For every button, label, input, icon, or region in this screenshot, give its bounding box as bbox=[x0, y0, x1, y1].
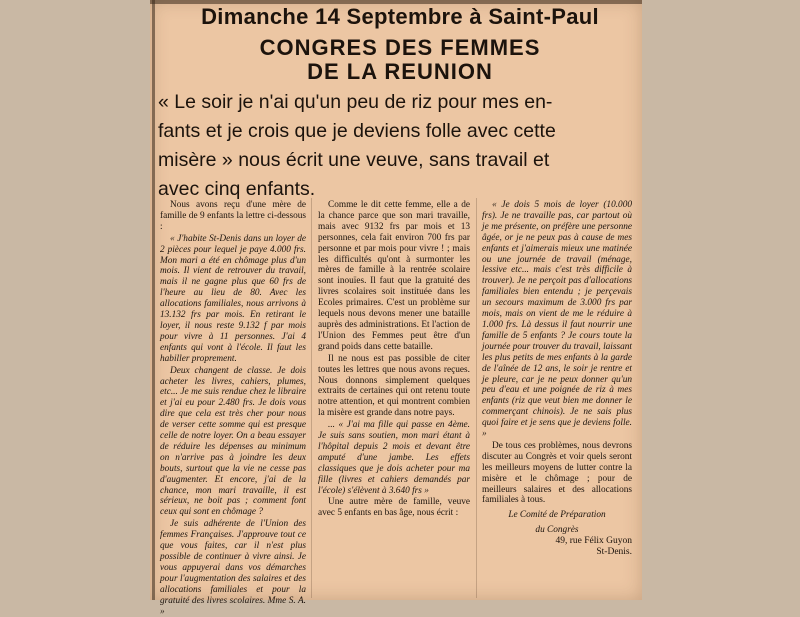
lead-line-4: avec cinq enfants. bbox=[158, 178, 316, 200]
signature-congress: du Congrès bbox=[535, 525, 579, 536]
headline-line-2: DE LA REUNION bbox=[307, 59, 493, 84]
left-rule bbox=[152, 0, 155, 600]
lead-line-3: misère » nous écrit une veuve, sans travail et bbox=[158, 149, 550, 171]
article-column-1 bbox=[160, 200, 306, 617]
headline-line-1: CONGRES DES FEMMES bbox=[259, 35, 541, 60]
paragraph: Nous avons reçu d'une mère de famille de 9 enfants la lettre ci-dessous : bbox=[160, 200, 306, 232]
column-3-body bbox=[482, 200, 632, 506]
paragraph: Il ne nous est pas possible de citer toutes les lettres que nous avons reçues. Nous donnons simplement quelques extraits de certaines qui ont retenu toute notre attention, et qui montrent combien la misère est grande dans notre pays. bbox=[318, 353, 470, 419]
paragraph: Une autre mère de famille, veuve avec 5 enfants en bas âge, nous écrit : bbox=[318, 497, 470, 519]
paragraph: Je suis adhérente de l'Union des femmes Françaises. J'approuve tout ce que vous faites, car il n'est plus possible de continuer à vivre ainsi. Je vous appuyerai dans vos démarches pour l'augmentation des salaires et des allocations familiales et pour la gratuité des livres scolaires. Mme S. A. » bbox=[160, 519, 306, 617]
signature-committee: Le Comité de Préparation bbox=[508, 510, 606, 521]
paragraph: De tous ces problèmes, nous devrons discuter au Congrès et voir quels seront les meilleurs moyens de lutter contre la misère et le chômage ; pour de meilleurs salaires et des allocations familiales à tous. bbox=[482, 440, 632, 506]
lead-line-1: « Le soir je n'ai qu'un peu de riz pour mes en- bbox=[158, 91, 553, 113]
paragraph: « Je dois 5 mois de loyer (10.000 frs). Je ne travaille pas, car partout où je me présente, on préfère une personne âgée, or je ne peux pas à cause de mes enfants et j'aimerais mieux une matinée ou une journée de travail (ménage, lessive etc... mais c'est très difficile à trouver). Je ne perçoit pas d'allocations familiales bien entendu ; je perçevais un secours maximum de 3.000 frs par mois, mais on vient de me le réduire à 1.000 frs. Là dessus il faut nourrir une famille de 5 enfants ? Je cours toute la journée pour trouver du travail, laissant les plus petits de mes enfants à la garde de l'aînée de 12 ans, le soir je rentre et je pleure, car je ne peux donner qu'un peu d'eau et une poignée de riz à mes enfants (riz que veut bien me donner le commerçant chinois). Je ne sais plus quoi faire et je sens que je deviens folle. » bbox=[482, 200, 632, 440]
column-rule-1 bbox=[311, 198, 312, 598]
column-rule-2 bbox=[476, 198, 477, 598]
lead-line-2: fants et je crois que je deviens folle avec cette bbox=[158, 120, 556, 142]
signature-address: 49, rue Félix Guyon bbox=[555, 536, 632, 547]
headline-title bbox=[170, 36, 630, 84]
article-column-3 bbox=[482, 200, 632, 600]
lead-quote bbox=[158, 88, 636, 204]
signature-city: St-Denis. bbox=[596, 547, 632, 558]
paragraph: ... « J'ai ma fille qui passe en 4ème. Je suis sans soutien, mon mari étant à l'hôpital depuis 2 mois et devant être amputé d'une jambe. Les effets classiques que je dois acheter pour ma fille (livres et cahiers demandés par l'école) s'élèvent à 3.640 frs » bbox=[318, 420, 470, 496]
newspaper-clipping bbox=[150, 0, 642, 617]
paragraph: « J'habite St-Denis dans un loyer de 2 pièces pour lequel je paye 4.000 frs. Mon mari a été en chômage plus d'un mois. Il vient de retrouver du travail, mais il ne gagne plus que 60 frs de l'heure au lieu de 80. Avec les allocations familiales, nous arrivons à 13.132 frs par mois. En retirant le loyer, il nous reste 9.132 f par mois pour vivre à 11 personnes. J'ai 4 enfants qui vont à l'école. Il faut les habiller proprement. bbox=[160, 233, 306, 364]
dateline: Dimanche 14 Septembre à Saint-Paul bbox=[201, 4, 599, 29]
article-column-2 bbox=[318, 200, 470, 600]
paragraph: Comme le dit cette femme, elle a de la chance parce que son mari travaille, mais avec 9132 frs par mois et 13 personnes, cela fait environ 700 frs par personne et par mois pour vivre ! ; mais les difficultés qu'ont à surmonter les mères de famille à la rentrée scolaire sont inouïes. Il faut que la gratuité des livres scolaires soit instituée dans les Ecoles primaires. C'est un problème sur lequels nous devons mener une bataille auprès des administrations. Et l'action de l'Union des Femmes peut être d'un grand poids dans cette bataille. bbox=[318, 200, 470, 352]
paragraph: Deux changent de classe. Je dois acheter les livres, cahiers, plumes, etc... Je me suis rendue chez le libraire et j'ai eu pour 2.480 frs. Je dois vous dire que cela est très cher pour nous de verser cette somme qui est presque celle de notre loyer. On a beau essayer de réduire les dépenses au minimum on n'arrive pas à joindre les deux bouts, surtout que la vie ne cesse pas d'augmenter. Et encore, j'ai de la chance, mon mari travaille, il est sérieux, ne boit pas ; comment font ceux qui sont en chômage ? bbox=[160, 365, 306, 518]
